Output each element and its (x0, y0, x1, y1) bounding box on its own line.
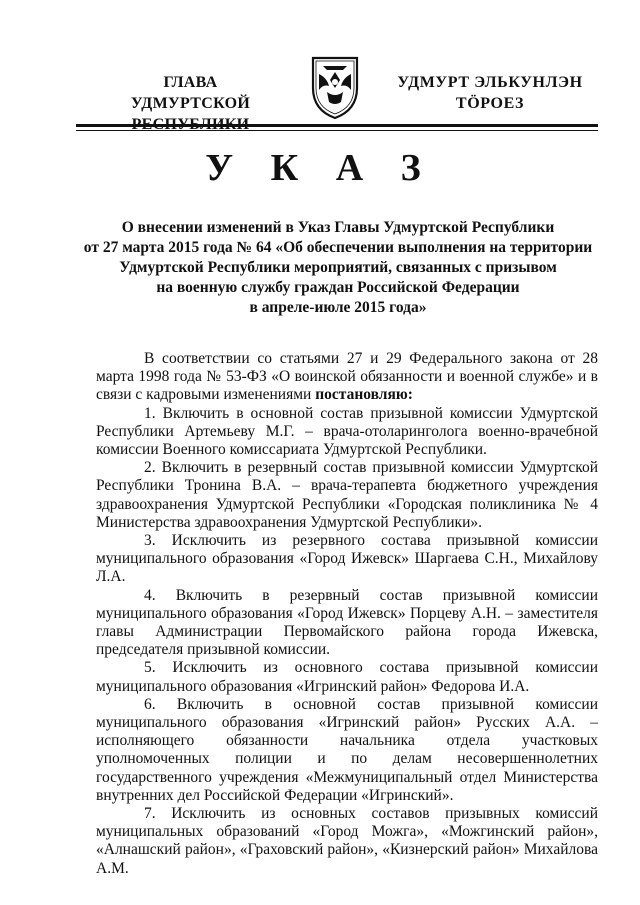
subject-line: в апреле-июле 2015 года» (249, 299, 427, 316)
subject-line: О внесении изменений в Указ Главы Удмуртской Республики (121, 219, 555, 236)
header-divider-thick (76, 124, 598, 127)
subject-line: от 27 марта 2015 года № 64 «Об обеспечении выполнения на территории (83, 239, 593, 256)
issuer-title-line1: ГЛАВА (163, 74, 218, 91)
preamble-text: В соответствии со статьями 27 и 29 Федерального закона от 28 марта 1998 года № 53-ФЗ «О воинской обязанности и военной службе» и в связи с кадровыми изменениями (96, 350, 598, 404)
decree-verb: постановляю: (315, 386, 413, 404)
decree-subject (70, 218, 606, 318)
issuer-header-udmurt (390, 72, 590, 114)
decree-item: 6. Включить в основной состав призывной комиссии муниципального образования «Игринский район» Русских А.А. – исполняющего обязанности начальника отдела участковых уполномоченных полиции и по делам несовершеннолетних государственного учреждения «Межмуниципальный отдел Министерства внутренних дел Российской Федерации «Игринский». (96, 695, 598, 804)
subject-line: Удмуртской Республики мероприятий, связанных с призывом (119, 259, 557, 276)
issuer-udmurt-line1: УДМУРТ ЭЛЬКУНЛЭН (397, 74, 583, 91)
subject-line: на военную службу граждан Российской Федерации (156, 279, 520, 296)
issuer-title-line2: УДМУРТСКОЙ (130, 95, 251, 112)
decree-item: 1. Включить в основной состав призывной комиссии Удмуртской Республики Артемьеву М.Г. – врача-отоларинголога военно-врачебной комиссии Военного комиссариата Удмуртской Республики. (96, 404, 598, 459)
decree-item: 4. Включить в резервный состав призывной комиссии муниципального образования «Город Ижевск» Порцеву А.Н. – заместителя главы Администрации Первомайского района города Ижевска, председателя призывной комиссии. (96, 586, 598, 659)
decree-item: 3. Исключить из резервного состава призывной комиссии муниципального образования «Город Ижевск» Шаргаева С.Н., Михайлову Л.А. (96, 532, 598, 586)
issuer-udmurt-line2: ТÖРОЕЗ (455, 95, 525, 112)
decree-body (96, 350, 598, 878)
preamble-paragraph (96, 350, 598, 405)
udmurt-coat-of-arms-icon (307, 52, 363, 120)
document-title: У К А З (205, 147, 435, 189)
header-divider-thin (76, 130, 598, 131)
decree-item: 7. Исключить из основных составов призывных комиссий муниципальных образований «Город Можга», «Можгинский район», «Алнашский район», «Граховский район», «Кизнерский район» Михайлова А.М. (96, 805, 598, 877)
decree-item: 5. Исключить из основного состава призывной комиссии муниципального образования «Игринский район» Федорова И.А. (96, 659, 598, 695)
decree-item: 2. Включить в резервный состав призывной комиссии Удмуртской Республики Тронина В.А. – врача-терапевта бюджетного учреждения здравоохранения Удмуртской Республики «Городская поликлиника № 4 Министерства здравоохранения Удмуртской Республики». (96, 459, 598, 531)
